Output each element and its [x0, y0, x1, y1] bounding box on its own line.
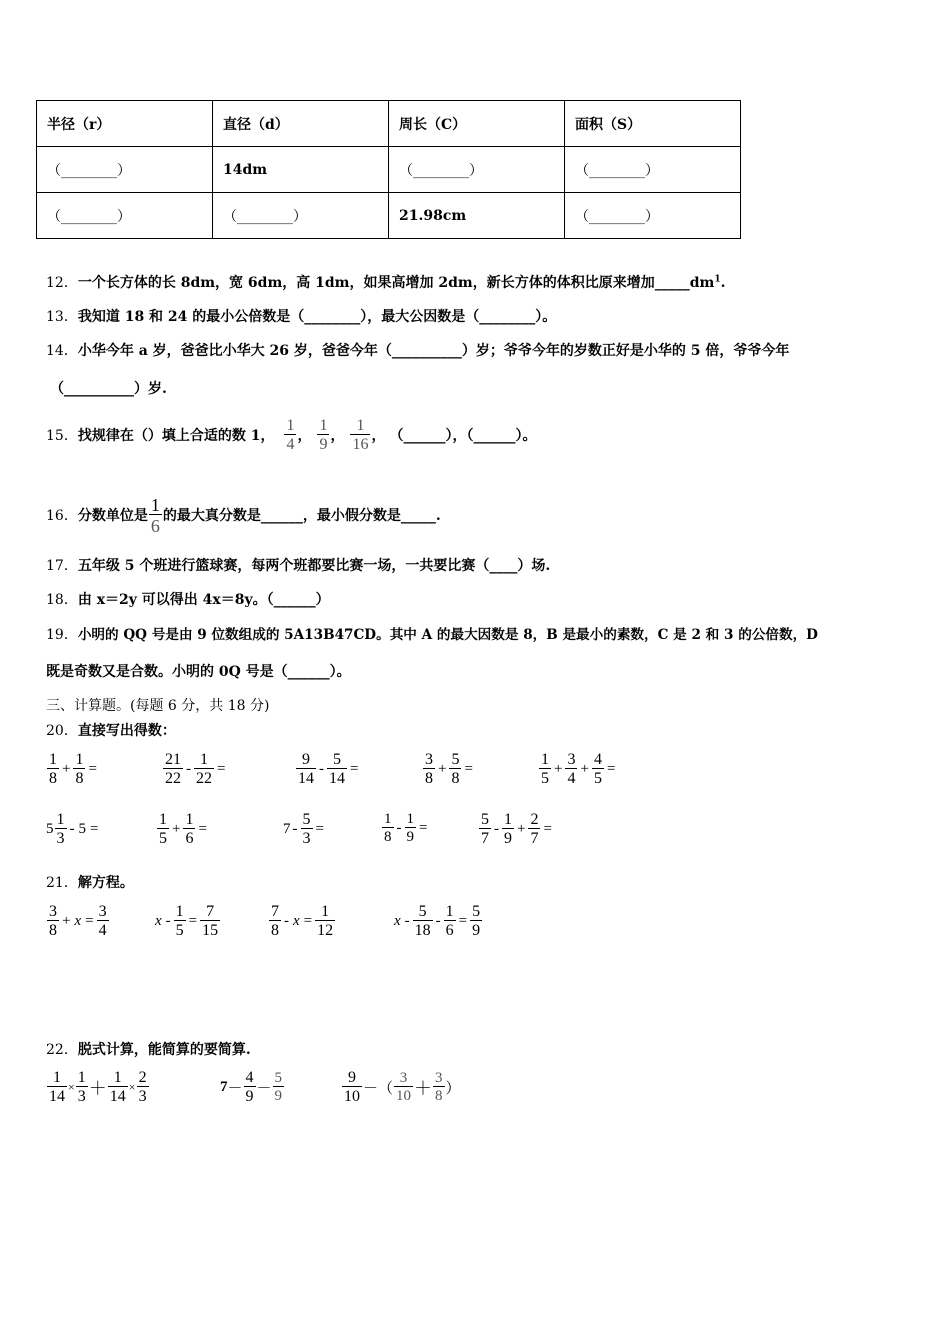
question-text: 直接写出得数：	[77, 723, 176, 739]
variable-x: x	[74, 913, 82, 929]
calc-20a	[46, 752, 99, 787]
minus-sign: -	[292, 821, 298, 837]
equals-sign: =	[350, 761, 359, 777]
equals-sign: =	[543, 821, 552, 837]
minus-sign: -	[284, 913, 289, 929]
cell-r2-c4[interactable]: （________）	[565, 193, 741, 239]
calc-20h	[283, 812, 326, 847]
fraction: $\frac{1}{9}$	[406, 811, 414, 845]
question-18	[46, 589, 330, 609]
question-17	[46, 555, 550, 575]
calc-20i	[381, 812, 429, 845]
fraction: $\frac{5}{3}$	[302, 811, 311, 847]
question-number: 20．	[46, 723, 78, 739]
minus-sign: -	[404, 913, 410, 929]
fraction: $\frac{1}{14}$	[109, 1069, 126, 1105]
calc-20b	[162, 752, 227, 787]
cell-r2-c3: 21.98cm	[389, 193, 565, 239]
cell-r1-c1[interactable]: （________）	[37, 147, 213, 193]
calc-20c	[295, 752, 360, 787]
fraction: $\frac{1}{8}$	[384, 811, 392, 845]
fraction: $\frac{3}{4}$	[567, 751, 576, 787]
fraction: $\frac{1}{12}$	[317, 903, 334, 939]
fraction: $\frac{1}{3}$	[77, 1069, 86, 1105]
number: 5	[78, 821, 86, 837]
fraction: $\frac{1}{5}$	[175, 903, 184, 939]
question-text-line1: 小明的 QQ 号是由 9 位数组成的 5A13B47CD。其中 A 的最大因数是 8，B 是最小的素数，C 是 2 和 3 的公倍数，D	[77, 627, 818, 643]
fraction-1-16: $\frac{1}{16}$	[352, 416, 369, 453]
question-number: 21．	[46, 875, 78, 891]
calc-22b	[220, 1070, 285, 1105]
circle-table	[36, 100, 741, 239]
table-row	[37, 147, 741, 193]
fraction: $\frac{2}{3}$	[138, 1069, 147, 1105]
equals-sign: =	[85, 913, 94, 929]
times-sign: ×	[68, 1080, 75, 1094]
fraction-1-9: $\frac{1}{9}$	[319, 416, 328, 453]
question-number: 22．	[46, 1042, 78, 1058]
separator: ，	[297, 428, 312, 444]
question-text: 脱式计算，能简算的要简算.	[77, 1042, 251, 1058]
minus-sign: -	[494, 821, 499, 837]
question-number: 15．	[46, 428, 78, 444]
plus-sign: ＋	[88, 1078, 107, 1099]
equals-sign: =	[217, 761, 226, 777]
fraction: $\frac{1}{22}$	[196, 751, 212, 787]
calc-20f	[46, 812, 100, 847]
calc-22c	[341, 1070, 461, 1105]
table-row	[37, 193, 741, 239]
number: 7	[220, 1079, 228, 1095]
question-12	[46, 272, 725, 292]
variable-x: x	[155, 913, 162, 929]
variable-x: x	[394, 913, 401, 929]
minus-sign: -	[165, 913, 171, 929]
equals-sign: =	[303, 913, 313, 929]
equation-21c	[268, 904, 336, 939]
fraction: $\frac{5}{9}$	[274, 1070, 283, 1104]
fraction: $\frac{2}{7}$	[530, 811, 539, 847]
question-text: 我知道 18 和 24 的最小公倍数是（________），最大公因数是（________）。	[77, 309, 557, 325]
fraction: $\frac{1}{8}$	[75, 751, 84, 787]
question-21	[46, 872, 134, 892]
calc-20j	[478, 812, 554, 847]
equals-sign: =	[419, 820, 428, 836]
question-15	[46, 412, 536, 458]
fraction: $\frac{1}{8}$	[49, 751, 57, 787]
fraction-1-6: $\frac{1}{6}$	[150, 494, 160, 536]
question-number: 12．	[46, 275, 78, 291]
fraction: $\frac{3}{10}$	[396, 1070, 412, 1104]
question-text-line1: 小华今年 a 岁，爸爸比小华大 26 岁，爸爸今年（__________）岁；爷爷今年的岁数正好是小华的 5 倍，爷爷今年	[77, 343, 790, 359]
equals-sign: =	[458, 913, 468, 929]
fraction: $\frac{4}{5}$	[593, 751, 602, 787]
fraction: $\frac{7}{8}$	[271, 903, 279, 939]
fraction: $\frac{5}{7}$	[481, 811, 489, 847]
fraction: $\frac{9}{14}$	[298, 751, 314, 787]
equals-sign: =	[88, 761, 97, 777]
minus-sign: －	[363, 1081, 379, 1097]
plus-sign: ＋	[414, 1078, 433, 1099]
plus-sign: +	[62, 761, 71, 777]
number: 7	[283, 821, 291, 837]
equals-sign: =	[90, 821, 99, 837]
equals-sign: =	[606, 761, 616, 777]
fraction: $\frac{5}{8}$	[451, 751, 460, 787]
cell-r1-c2: 14dm	[213, 147, 389, 193]
question-22	[46, 1039, 251, 1059]
plus-sign: +	[62, 913, 71, 929]
cell-r2-c2[interactable]: （________）	[213, 193, 389, 239]
minus-sign: -	[186, 761, 191, 777]
fraction: $\frac{3}{8}$	[49, 903, 57, 939]
fraction: $\frac{5}{18}$	[414, 903, 431, 939]
question-text-line2: （__________）岁.	[50, 381, 167, 397]
variable-x: x	[293, 913, 300, 929]
minus-sign: -	[319, 761, 324, 777]
cell-r2-c1[interactable]: （________）	[37, 193, 213, 239]
question-text-line2: 既是奇数又是合数。小明的 0Q 号是（______）。	[46, 664, 351, 680]
fraction: $\frac{4}{9}$	[245, 1069, 254, 1105]
question-13	[46, 306, 556, 326]
equals-sign: =	[315, 821, 324, 837]
fraction: $\frac{7}{15}$	[202, 903, 219, 939]
fraction: $\frac{1}{6}$	[185, 811, 194, 847]
separator: ，	[330, 428, 345, 444]
plus-sign: +	[580, 761, 589, 777]
section-3-heading: 三、计算题。(每题 6 分，共 18 分)	[46, 698, 270, 714]
calc-20g	[156, 812, 209, 847]
times-sign: ×	[128, 1080, 136, 1094]
cell-r1-c4[interactable]: （________）	[565, 147, 741, 193]
plus-sign: +	[517, 821, 526, 837]
question-19-line2	[46, 661, 351, 681]
minus-sign: -	[69, 821, 75, 837]
header-circumference: 周长（C）	[389, 101, 565, 147]
question-14	[46, 340, 789, 360]
minus-sign: -	[435, 913, 441, 929]
question-19	[46, 623, 818, 644]
fraction: $\frac{5}{14}$	[329, 751, 345, 787]
table-header-row	[37, 101, 741, 147]
fraction: $\frac{3}{8}$	[435, 1070, 443, 1104]
fraction: $\frac{21}{22}$	[165, 751, 181, 787]
fraction-1-4: $\frac{1}{4}$	[286, 416, 295, 453]
question-number: 19．	[46, 627, 78, 643]
equals-sign: =	[198, 821, 207, 837]
minus-sign: -	[396, 820, 402, 836]
question-number: 18．	[46, 592, 78, 608]
equation-21b	[153, 904, 221, 939]
plus-sign: +	[438, 761, 447, 777]
question-tail: （______），（______）。	[389, 428, 537, 444]
fraction: $\frac{3}{8}$	[425, 751, 433, 787]
fraction: $\frac{1}{5}$	[541, 751, 549, 787]
plus-sign: +	[172, 821, 181, 837]
header-area: 面积（S）	[565, 101, 741, 147]
question-text-post: 的最大真分数是______，最小假分数是_____.	[162, 508, 441, 524]
fraction: $\frac{1}{14}$	[49, 1069, 65, 1105]
question-text: 五年级 5 个班进行篮球赛，每两个班都要比赛一场，一共要比赛（____）场.	[77, 558, 551, 574]
superscript: 1	[714, 274, 721, 285]
calc-20d	[422, 752, 475, 787]
equals-sign: =	[188, 913, 198, 929]
fraction: $\frac{1}{5}$	[159, 811, 167, 847]
question-16	[46, 492, 441, 538]
question-number: 14．	[46, 343, 78, 359]
question-number: 13．	[46, 309, 78, 325]
minus-sign: －	[227, 1081, 243, 1097]
question-14-line2	[50, 378, 167, 398]
question-20	[46, 720, 176, 740]
fraction: $\frac{1}{3}$	[56, 811, 65, 847]
equation-21a	[46, 904, 110, 939]
right-paren: ）	[445, 1081, 461, 1097]
fraction: $\frac{9}{10}$	[344, 1069, 360, 1105]
cell-r1-c3[interactable]: （________）	[389, 147, 565, 193]
left-paren: （	[378, 1081, 394, 1097]
whole-number: 5	[46, 821, 54, 837]
question-text-pre: 分数单位是	[77, 508, 148, 524]
question-end: .	[720, 275, 726, 291]
calc-22a	[46, 1070, 150, 1105]
question-number: 17．	[46, 558, 78, 574]
fraction: $\frac{3}{4}$	[98, 903, 107, 939]
plus-sign: +	[554, 761, 563, 777]
calc-20e	[538, 752, 617, 787]
minus-sign: －	[256, 1081, 272, 1097]
question-text: 解方程。	[77, 875, 134, 891]
header-radius: 半径（r）	[37, 101, 213, 147]
question-number: 16．	[46, 508, 78, 524]
question-text: 由 x＝2y 可以得出 4x＝8y。（______）	[77, 592, 330, 608]
question-text: 找规律在（）填上合适的数 1，	[77, 428, 275, 444]
equation-21d	[392, 904, 483, 939]
fraction: $\frac{1}{9}$	[504, 811, 512, 847]
separator: ，	[371, 428, 386, 444]
header-diameter: 直径（d）	[213, 101, 389, 147]
fraction: $\frac{1}{6}$	[445, 903, 454, 939]
equals-sign: =	[464, 761, 473, 777]
question-text: 一个长方体的长 8dm，宽 6dm，高 1dm，如果高增加 2dm，新长方体的体积比原来增加_____dm	[77, 275, 715, 291]
fraction: $\frac{5}{9}$	[472, 903, 481, 939]
